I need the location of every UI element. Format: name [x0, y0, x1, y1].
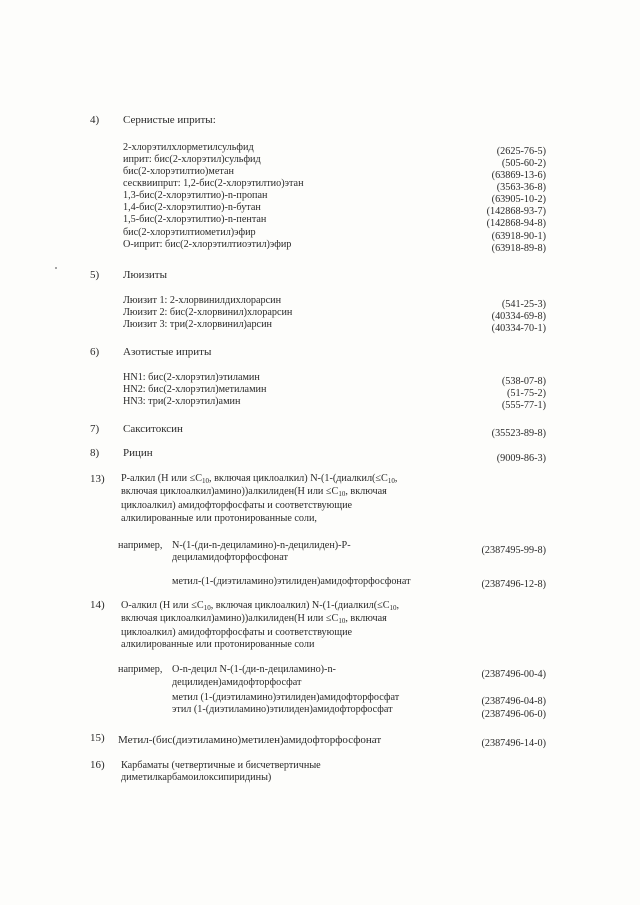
section-number: 6): [90, 346, 100, 358]
chemical-name: Люизит 3: три(2-хлорвинил)арсин: [123, 319, 272, 330]
cas-number: (2387496-12-8): [481, 579, 546, 590]
section-number: 16): [90, 759, 105, 771]
definition-line: циклоалкил) амидофторфосфаты и соответствующие: [121, 500, 353, 511]
definition-line: включая циклоалкил)амино))алкилиден(Н или $\le С_{10}$, включая: [121, 613, 387, 625]
chemical-name: иприт: бис(2-хлорэтил)сульфид: [123, 154, 261, 165]
chemical-name: HN1: бис(2-хлорэтил)этиламин: [123, 372, 260, 383]
cas-number: (541-25-3): [501, 299, 546, 310]
chemical-name: метил (1-(диэтиламино)этилиден)амидофторфосфат: [172, 692, 400, 703]
cas-number: (2387495-99-8): [481, 545, 546, 556]
cas-number: (2387496-14-0): [481, 738, 546, 749]
section-number: 7): [90, 423, 100, 435]
cas-number: (555-77-1): [501, 400, 546, 411]
section-title: Сернистые иприты:: [123, 114, 216, 126]
section-number: 4): [90, 114, 100, 126]
chemical-name: HN2: бис(2-хлорэтил)метиламин: [123, 384, 267, 395]
cas-number: (538-07-8): [501, 376, 546, 387]
example-label: например,: [118, 540, 163, 551]
cas-number: (35523-89-8): [491, 428, 546, 439]
cas-number: (142868-94-8): [486, 218, 546, 229]
section-number: 8): [90, 447, 100, 459]
cas-number: (2387496-00-4): [481, 669, 546, 680]
cas-number: (63869-13-6): [491, 170, 546, 181]
definition-line: алкилированные или протонированные соли,: [121, 513, 317, 524]
chemical-name: Люизит 1: 2-хлорвинилдихлорарсин: [123, 295, 282, 306]
definition-line: включая циклоалкил)амино))алкилиден(Н или $\le С_{10}$, включая: [121, 486, 387, 498]
chemical-name: децилиден)амидофторфосфат: [172, 677, 302, 688]
chemical-name: сесквиипрuт: 1,2-бис(2-хлорэтилтио)этан: [123, 178, 304, 189]
definition-line: Карбаматы (четвертичные и бисчетвертичные: [121, 760, 321, 771]
cas-number: (63918-90-1): [491, 231, 546, 242]
chemical-name: Люизит 2: бис(2-хлорвинил)хлорарсин: [123, 307, 293, 318]
chemical-name: дециламидофторфосфонат: [172, 552, 288, 563]
section-number: 5): [90, 269, 100, 281]
example-label: например,: [118, 664, 163, 675]
definition-line: Р-алкил (Н или $\le С_{10}$, включая циклоалкил) $N-(1-(диалкил(\le С_{10}$,: [121, 473, 398, 485]
chemical-name: 2-хлорэтилхлорметилсульфид: [123, 142, 254, 153]
section-number: 13): [90, 473, 105, 485]
definition-line: циклоалкил) амидофторфосфаты и соответствующие: [121, 627, 353, 638]
scan-speck: [55, 267, 57, 269]
cas-number: (2387496-06-0): [481, 709, 546, 720]
cas-number: (142868-93-7): [486, 206, 546, 217]
section-title: Люизиты: [123, 269, 167, 281]
definition-line: алкилированные или протонированные соли: [121, 639, 315, 650]
chemical-name: 1,3-бис(2-хлорэтилтио)-n-пропан: [123, 190, 268, 201]
cas-number: (505-60-2): [501, 158, 546, 169]
cas-number: (2625-76-5): [496, 146, 546, 157]
cas-number: (9009-86-3): [496, 453, 546, 464]
cas-number: (40334-70-1): [491, 323, 546, 334]
chemical-name: N-(1-(ди-n-дециламино)-n-децилиден)-Р-: [172, 540, 351, 551]
cas-number: (2387496-04-8): [481, 696, 546, 707]
chemical-name: 1,4-бис(2-хлорэтилтио)-n-бутан: [123, 202, 261, 213]
section-number: 14): [90, 599, 105, 611]
definition-line: диметилкарбамоилоксипиридины): [121, 772, 272, 783]
chemical-name: бис(2-хлорэтилтиометил)эфир: [123, 227, 256, 238]
cas-number: (63905-10-2): [491, 194, 546, 205]
section-title: Метил-(бис(диэтиламино)метилен)амидофторфосфонат: [118, 734, 382, 746]
cas-number: (40334-69-8): [491, 311, 546, 322]
section-title: Азотистые иприты: [123, 346, 212, 358]
definition-line: О-алкил (Н или $\le С_{10}$, включая циклоалкил) $N-(1-(диалкил(\le С_{10}$,: [121, 600, 400, 612]
chemical-name: О-n-децил N-(1-(ди-n-дециламино)-n-: [172, 664, 336, 675]
cas-number: (51-75-2): [506, 388, 546, 399]
section-title: Рицин: [123, 447, 153, 459]
section-number: 15): [90, 732, 105, 744]
chemical-name: бис(2-хлорэтилтио)метан: [123, 166, 234, 177]
chemical-name: этил (1-(диэтиламино)этилиден)амидофторфосфат: [172, 704, 393, 715]
cas-number: (3563-36-8): [496, 182, 546, 193]
chemical-name: метил-(1-(диэтиламино)этилиден)амидофторфосфонат: [172, 576, 411, 587]
section-title: Сакситоксин: [123, 423, 183, 435]
chemical-name: 1,5-бис(2-хлорэтилтио)-n-пентан: [123, 214, 267, 225]
cas-number: (63918-89-8): [491, 243, 546, 254]
chemical-name: HN3: три(2-хлорэтил)амин: [123, 396, 241, 407]
chemical-name: О-иприт: бис(2-хлорэтилтиоэтил)эфир: [123, 239, 292, 250]
